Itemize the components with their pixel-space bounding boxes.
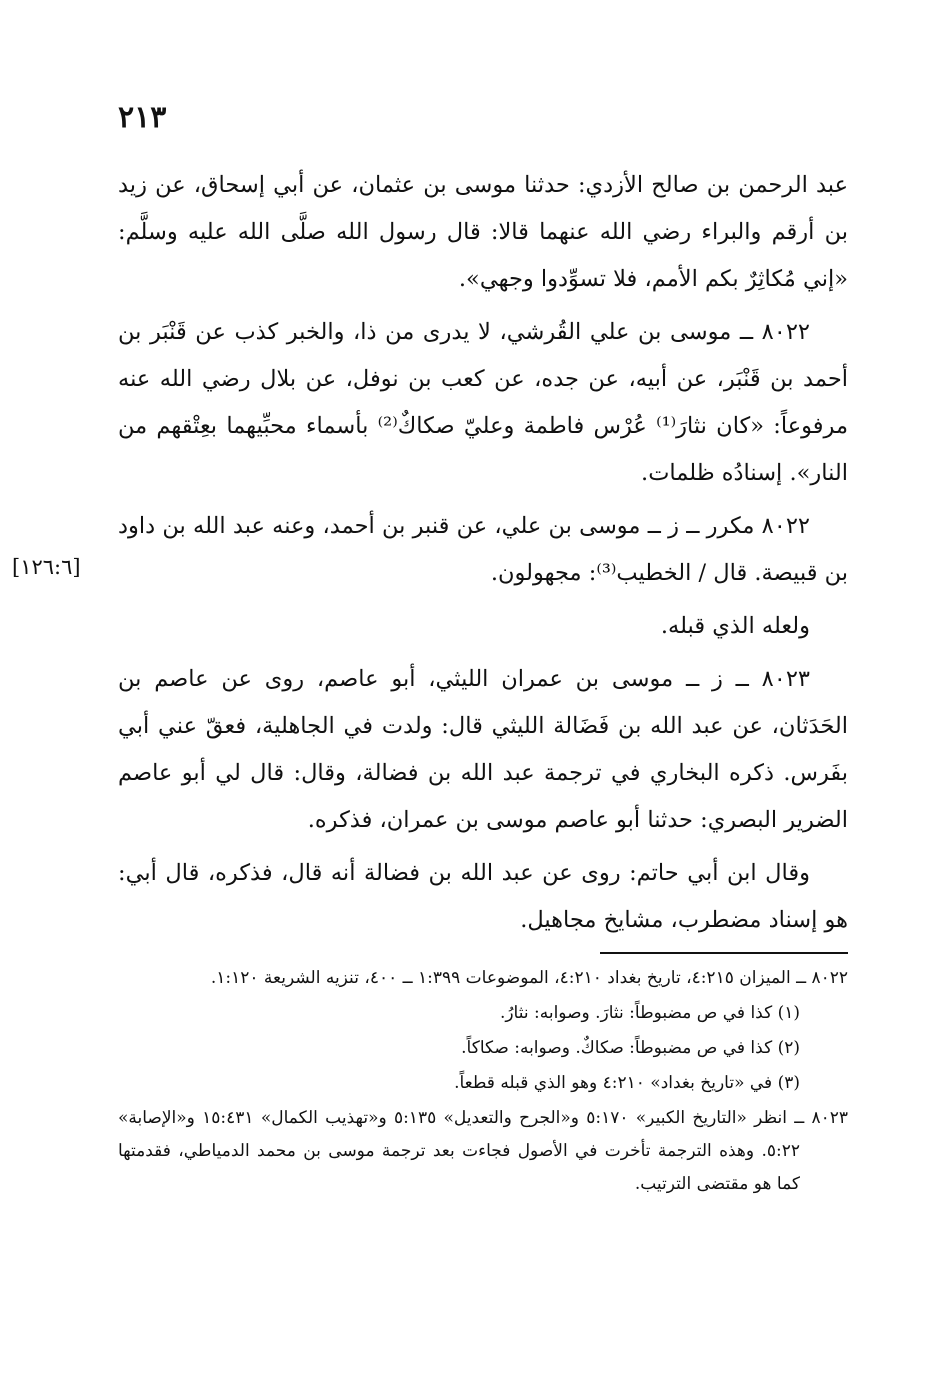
footnote-8023: ٨٠٢٣ ــ انظر «التاريخ الكبير» ٥:١٧٠ و«الجرح والتعديل» ٥:١٣٥ و«تهذيب الكمال» ١٥:٤٣١ و«الإصابة» ٥:٢٢. وهذه الترجمة تأخرت في الأصول فجاءت بعد ترجمة موسى بن محمد الدمياطي، فقدمتها كما هو مقتضى الترتيب. <box>118 1108 848 1194</box>
footnote-3: (٣) في «تاريخ بغداد» ٤:٢١٠ وهو الذي قبله قطعاً. <box>454 1073 800 1093</box>
footnote-divider <box>600 952 848 954</box>
entry-8023-continued: وقال ابن أبي حاتم: روى عن عبد الله بن فضالة أنه قال، فذكره، قال أبي: هو إسناد مضطرب، مشايخ مجاهيل. <box>118 860 848 933</box>
entry-8022-repeated: ٨٠٢٢ مكرر ــ ز ــ موسى بن علي، عن قنبر بن أحمد، وعنه عبد الله بن داود بن قبيصة. قال / الخطيب⁽³⁾: مجهولون. <box>118 513 848 586</box>
entry-note: ولعله الذي قبله. <box>660 613 810 639</box>
footnote-2: (٢) كذا في ص مضبوطاً: صكاكٌ. وصوابه: صكاكاً. <box>461 1038 800 1058</box>
page-number: ٢١٣ <box>118 100 167 135</box>
main-text <box>118 162 848 950</box>
footnotes <box>118 962 848 1201</box>
footnote-8022: ٨٠٢٢ ــ الميزان ٤:٢١٥، تاريخ بغداد ٤:٢١٠، الموضوعات ١:٣٩٩ ــ ٤٠٠، تنزيه الشريعة ١:١٢٠. <box>210 968 848 988</box>
paragraph-continuation: عبد الرحمن بن صالح الأزدي: حدثنا موسى بن عثمان، عن أبي إسحاق، عن زيد بن أرقم والبراء رضي الله عنهما قالا: قال رسول الله صلَّى الله عليه وسلَّم: «إني مُكاثِرٌ بكم الأمم، فلا تسوِّدوا وجهي». <box>118 172 848 292</box>
entry-8023: ٨٠٢٣ ــ ز ــ موسى بن عمران الليثي، أبو عاصم، روى عن عاصم بن الحَدَثان، عن عبد الله بن فَضَالة الليثي قال: ولدت في الجاهلية، فعقّ عني أبي بفَرس. ذكره البخاري في ترجمة عبد الله بن فضالة، وقال: قال لي أبو عاصم الضرير البصري: حدثنا أبو عاصم موسى بن عمران، فذكره. <box>118 666 848 833</box>
marginal-reference: [١٢٦:٦] <box>12 555 81 579</box>
footnote-1: (١) كذا في ص مضبوطاً: نثارَ. وصوابه: نثارُ. <box>499 1003 800 1023</box>
entry-8022: ٨٠٢٢ ــ موسى بن علي القُرشي، لا يدرى من ذا، والخبر كذب عن قَنْبَر بن أحمد بن قَنْبَر، عن أبيه، عن جده، عن كعب بن نوفل، عن بلال رضي الله عنه مرفوعاً: «كان نثارَ⁽¹⁾ عُرْس فاطمة وعليّ صكاكٌ⁽²⁾ بأسماء محبِّيهما بعِتْقهم من النار». إسنادُه ظلمات. <box>118 319 848 486</box>
